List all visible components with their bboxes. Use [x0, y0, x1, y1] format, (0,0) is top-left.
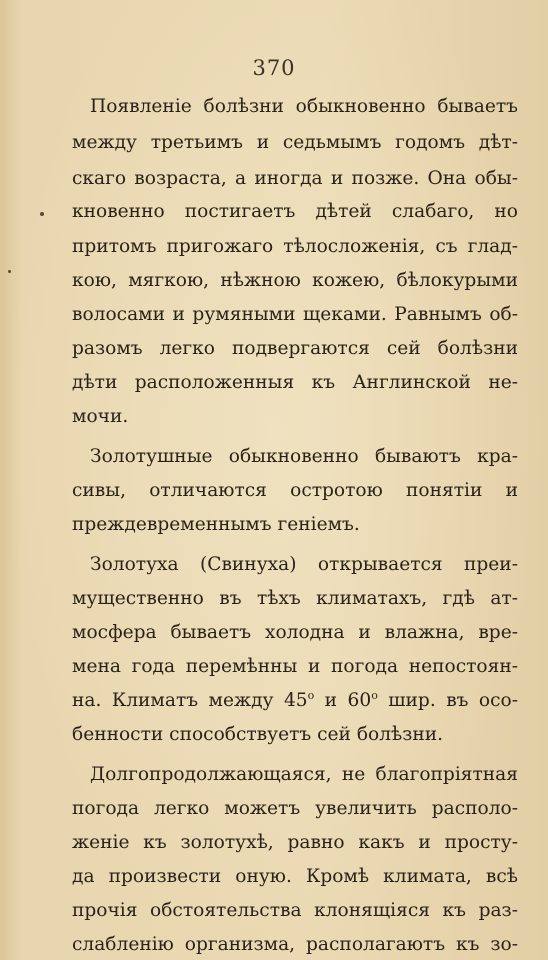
text-line: да произвести оную. Кромѣ климата, всѣ	[72, 866, 518, 887]
text-line: мена года перемѣнны и погода непостоян-	[72, 656, 518, 677]
text-line: слабленію организма, располагаютъ къ зо-	[72, 934, 518, 955]
text-line: бенности способствуетъ сей болѣзни.	[72, 724, 444, 745]
text-line	[72, 686, 518, 716]
text-line: преждевременнымъ геніемъ.	[72, 514, 360, 535]
text-segment: на. Климатъ между 45	[72, 690, 308, 711]
text-line: прочія обстоятельства клонящiяся къ раз-	[72, 900, 518, 921]
page-number: 370	[252, 56, 296, 80]
text-segment: и 60	[314, 690, 372, 711]
text-line: Появленіе болѣзни обыкновенно бываетъ	[90, 96, 518, 117]
text-line: дѣти расположенныя къ Англинской не-	[72, 372, 518, 393]
text-line: скаго возраста, а иногда и позже. Она обы-	[72, 168, 518, 189]
text-line: кновенно постигаетъ дѣтей слабаго, но	[72, 201, 518, 222]
text-line: притомъ пригожаго тѣлосложенія, съ глад-	[72, 236, 518, 257]
text-line: Золотушные обыкновенно бываютъ кра-	[90, 446, 518, 467]
text-line: погода легко можетъ увеличить располо-	[72, 798, 518, 819]
text-line: Долгопродолжающаяся, не благопріятная	[90, 764, 518, 785]
text-line: разомъ легко подвергаются сей болѣзни	[72, 338, 518, 359]
text-line: мущественно въ тѣхъ климатахъ, гдѣ ат-	[72, 588, 518, 609]
text-segment: шир. въ осо-	[377, 690, 519, 711]
ink-speck	[8, 270, 11, 273]
text-line: кою, мягкою, нѣжною кожею, бѣлокурыми	[72, 270, 518, 291]
text-line: мочи.	[72, 406, 129, 427]
text-line: волосами и румяными щеками. Равнымъ об-	[72, 304, 518, 325]
ink-speck	[40, 212, 44, 216]
degree-mark: о	[307, 689, 315, 702]
text-line: Золотуха (Свинуха) открывается преи-	[90, 554, 518, 575]
degree-mark: о	[371, 689, 378, 702]
text-line: сивы, отличаются остротою понятiи и	[72, 480, 518, 501]
text-line: между третьимъ и седьмымъ годомъ дѣт-	[72, 132, 518, 153]
text-line: мосфера бываетъ холодна и влажна, вре-	[72, 622, 518, 643]
text-line: женіе къ золотухѣ, равно какъ и просту-	[72, 832, 518, 853]
